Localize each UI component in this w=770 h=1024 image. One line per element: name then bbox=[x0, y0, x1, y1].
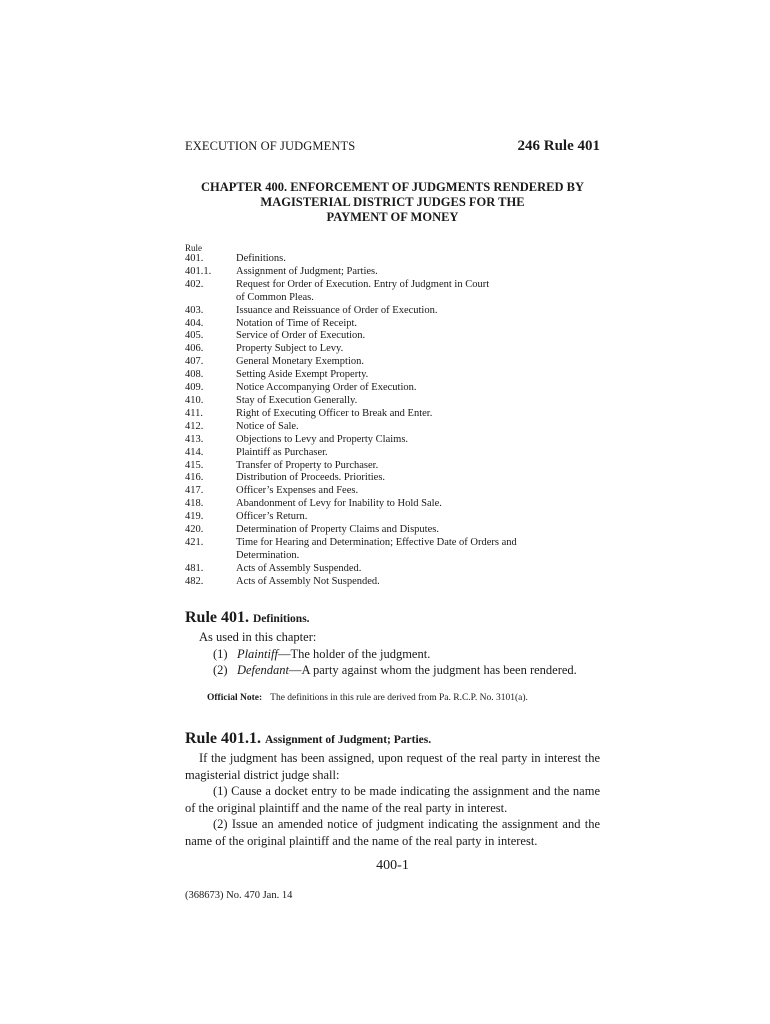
definition-number: (1) bbox=[213, 646, 228, 661]
toc-rule-title: Objections to Levy and Property Claims. bbox=[236, 433, 409, 445]
chapter-title-line: MAGISTERIAL DISTRICT JUDGES FOR THE bbox=[260, 195, 525, 209]
toc-rule-title: Notice Accompanying Order of Execution. bbox=[236, 382, 417, 394]
toc-rule-number: 415. bbox=[185, 459, 204, 471]
toc-heading: Rule bbox=[185, 243, 202, 253]
rule-401-1-subtitle: Assignment of Judgment; Parties. bbox=[265, 734, 432, 746]
toc-row bbox=[185, 485, 600, 498]
toc-rule-title: Notation of Time of Receipt. bbox=[236, 317, 358, 329]
official-note-label: Official Note: bbox=[207, 693, 263, 703]
rule-401-intro: As used in this chapter: bbox=[199, 630, 317, 644]
toc-rule-number: 407. bbox=[185, 356, 204, 368]
page-number: 400-1 bbox=[376, 858, 409, 873]
definition-number: (2) bbox=[213, 663, 228, 677]
toc-rule-title: Determination. bbox=[236, 549, 300, 561]
toc-row bbox=[185, 395, 600, 408]
toc-rule-number: 409. bbox=[185, 382, 204, 394]
toc-rule-title: Stay of Execution Generally. bbox=[236, 394, 358, 406]
toc-row bbox=[185, 460, 600, 473]
toc-row bbox=[185, 292, 600, 305]
toc-row bbox=[185, 576, 600, 589]
toc-row bbox=[185, 343, 600, 356]
chapter-title-line: PAYMENT OF MONEY bbox=[326, 210, 459, 224]
header-rule-number: 246 Rule 401 bbox=[517, 138, 600, 154]
toc-rule-title: Service of Order of Execution. bbox=[236, 330, 366, 342]
toc-row bbox=[185, 253, 600, 266]
toc-rule-number: 406. bbox=[185, 343, 204, 355]
toc-row bbox=[185, 330, 600, 343]
toc-rule-number: 417. bbox=[185, 485, 204, 497]
toc-rule-number: 403. bbox=[185, 304, 204, 316]
toc-rule-number: 410. bbox=[185, 394, 204, 406]
toc-rule-number: 402. bbox=[185, 278, 204, 290]
toc-rule-title: General Monetary Exemption. bbox=[236, 356, 364, 368]
toc-rule-title: Right of Executing Officer to Break and Enter. bbox=[236, 407, 433, 419]
header-section-title: EXECUTION OF JUDGMENTS bbox=[185, 139, 356, 153]
rule-401-1-item-1: (1) Cause a docket entry to be made indicating the assignment and the name of the original plaintiff and the name of the real party in interest. bbox=[185, 784, 600, 815]
toc-row bbox=[185, 408, 600, 421]
rules-table-of-contents bbox=[185, 243, 600, 589]
rule-401-body bbox=[185, 629, 600, 679]
toc-rule-title: Definitions. bbox=[236, 253, 286, 264]
rule-401-1-heading bbox=[185, 730, 431, 748]
toc-rule-number: 401.1. bbox=[185, 265, 212, 277]
toc-row bbox=[185, 279, 600, 292]
rule-401-1-label: Rule 401.1. bbox=[185, 730, 261, 747]
toc-rule-number: 412. bbox=[185, 420, 204, 432]
toc-rule-title: Property Subject to Levy. bbox=[236, 343, 344, 355]
rule-401-1-paragraph: If the judgment has been assigned, upon request of the real party in interest the magisterial district judge shall: bbox=[185, 751, 600, 782]
toc-row bbox=[185, 266, 600, 279]
toc-rule-number: 418. bbox=[185, 498, 204, 510]
toc-row bbox=[185, 511, 600, 524]
chapter-title bbox=[185, 180, 600, 225]
toc-rule-number: 404. bbox=[185, 317, 204, 329]
toc-rule-number: 401. bbox=[185, 253, 204, 264]
definition-text: —A party against whom the judgment has been rendered. bbox=[289, 663, 577, 677]
toc-rule-title: Officer’s Return. bbox=[236, 511, 308, 523]
toc-rule-title: Plaintiff as Purchaser. bbox=[236, 446, 328, 458]
toc-row bbox=[185, 434, 600, 447]
toc-rule-title: Acts of Assembly Not Suspended. bbox=[236, 575, 380, 587]
rule-401-subtitle: Definitions. bbox=[253, 613, 310, 625]
toc-rule-title: of Common Pleas. bbox=[236, 291, 314, 303]
toc-row bbox=[185, 382, 600, 395]
running-header bbox=[185, 138, 600, 155]
toc-rule-title: Issuance and Reissuance of Order of Execution. bbox=[236, 304, 438, 316]
toc-row bbox=[185, 498, 600, 511]
toc-rule-number: 405. bbox=[185, 330, 204, 342]
toc-rule-title: Acts of Assembly Suspended. bbox=[236, 562, 362, 574]
rule-401-1-body bbox=[185, 750, 600, 849]
rule-401-definition-2 bbox=[185, 662, 600, 679]
toc-row bbox=[185, 524, 600, 537]
chapter-title-line: CHAPTER 400. ENFORCEMENT OF JUDGMENTS RENDERED BY bbox=[200, 180, 584, 194]
definition-term: Defendant bbox=[236, 663, 290, 677]
rule-401-1-item-2: (2) Issue an amended notice of judgment indicating the assignment and the name of the original plaintiff and the name of the real party in interest. bbox=[185, 817, 600, 848]
toc-row bbox=[185, 421, 600, 434]
toc-rule-number: 420. bbox=[185, 524, 204, 536]
toc-rule-number bbox=[185, 292, 236, 305]
toc-rule-number: 411. bbox=[185, 407, 203, 419]
toc-row bbox=[185, 369, 600, 382]
toc-row bbox=[185, 563, 600, 576]
toc-row bbox=[185, 472, 600, 485]
page-footer: (368673) No. 470 Jan. 14 bbox=[185, 890, 293, 901]
toc-rule-number: 419. bbox=[185, 511, 204, 523]
toc-row bbox=[185, 356, 600, 369]
toc-rule-title: Request for Order of Execution. Entry of Judgment in Court bbox=[236, 278, 490, 290]
toc-row bbox=[185, 318, 600, 331]
toc-rule-number: 408. bbox=[185, 369, 204, 381]
toc-rule-title: Assignment of Judgment; Parties. bbox=[236, 265, 378, 277]
definition-text: —The holder of the judgment. bbox=[277, 646, 431, 661]
toc-rule-title: Determination of Property Claims and Disputes. bbox=[236, 524, 439, 536]
toc-rule-number: 482. bbox=[185, 575, 204, 587]
official-note bbox=[207, 693, 600, 703]
toc-rule-number: 481. bbox=[185, 562, 204, 574]
toc-row bbox=[185, 305, 600, 318]
toc-rule-number: 414. bbox=[185, 446, 204, 458]
rule-401-heading bbox=[185, 609, 310, 627]
toc-rule-number bbox=[185, 550, 236, 563]
toc-rule-title: Abandonment of Levy for Inability to Hold Sale. bbox=[236, 498, 442, 510]
toc-rule-number: 416. bbox=[185, 472, 204, 484]
toc-rule-title: Officer’s Expenses and Fees. bbox=[236, 485, 359, 497]
toc-rule-title: Time for Hearing and Determination; Effective Date of Orders and bbox=[236, 536, 517, 548]
toc-rule-title: Transfer of Property to Purchaser. bbox=[236, 459, 379, 471]
definition-term: Plaintiff bbox=[236, 646, 278, 661]
rule-401-definition-1 bbox=[185, 646, 600, 663]
toc-rule-title: Distribution of Proceeds. Priorities. bbox=[236, 472, 386, 484]
toc-rule-number: 413. bbox=[185, 433, 204, 445]
toc-rule-number: 421. bbox=[185, 536, 204, 548]
toc-rule-title: Notice of Sale. bbox=[236, 420, 299, 432]
toc-row bbox=[185, 550, 600, 563]
toc-rows bbox=[185, 253, 600, 589]
toc-rule-title: Setting Aside Exempt Property. bbox=[236, 369, 369, 381]
toc-row bbox=[185, 447, 600, 460]
rule-401-label: Rule 401. bbox=[185, 609, 249, 626]
toc-row bbox=[185, 537, 600, 550]
official-note-text: The definitions in this rule are derived from Pa. R.C.P. No. 3101(a). bbox=[270, 693, 528, 703]
